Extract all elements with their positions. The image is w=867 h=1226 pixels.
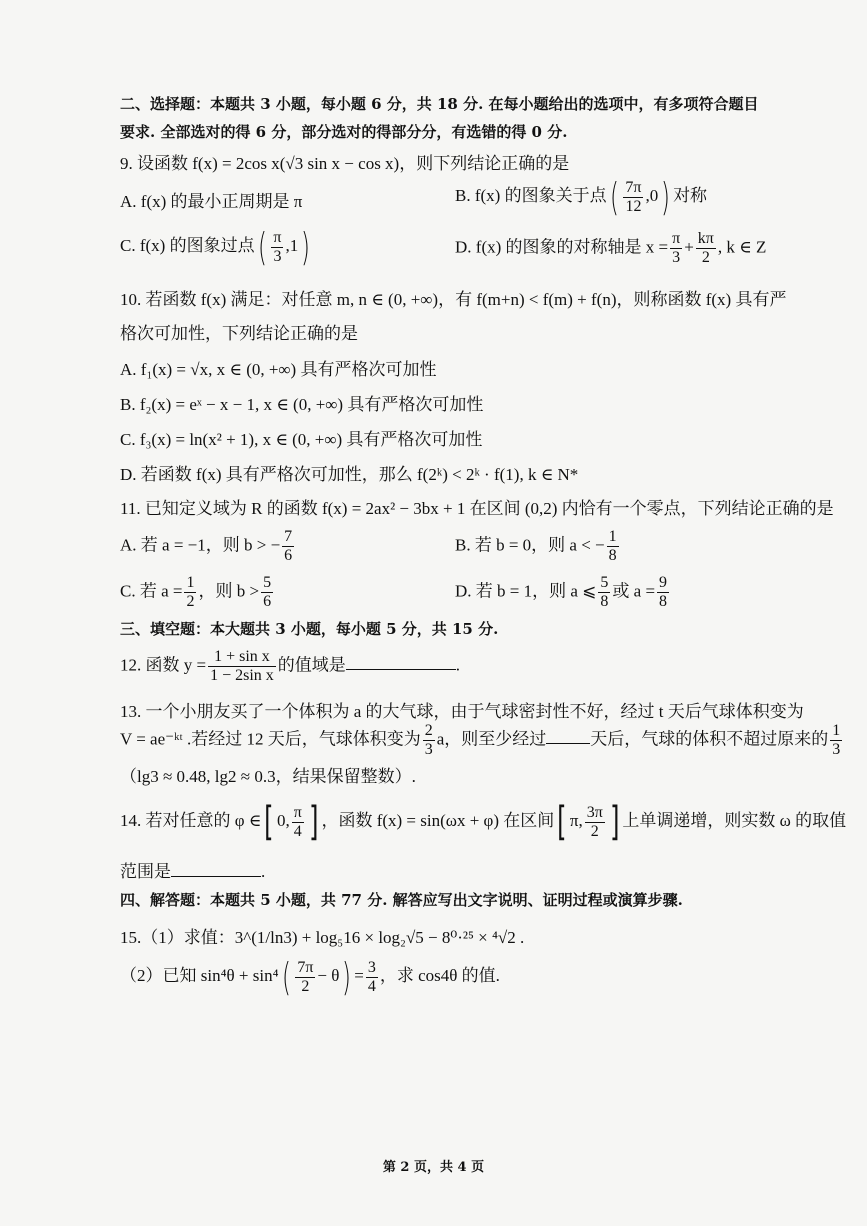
section3-heading: 三、填空题：本大题共 3 小题，每小题 5 分，共 15 分.	[120, 620, 499, 638]
q15-part2: （2）已知 sin⁴θ + sin⁴( $\frac{7\pi}{2}$ − θ) = $\frac{3}{4}$ ，求 cos4θ 的值.	[120, 955, 500, 999]
q9-b-fraction: $\frac{7\pi}{12}$	[625, 178, 642, 215]
q15-part1: 15.（1）求值：3^(1/ln3) + log₅16 × log₂√5 − 8⁰·²⁵ × ⁴√2 .	[120, 928, 525, 947]
q9-c-fraction: $\frac{\pi}{3}$	[273, 228, 282, 265]
section4-heading: 四、解答题：本题共 5 小题，共 77 分. 解答应写出文字说明、证明过程或演算步骤.	[120, 891, 683, 909]
q12-answer-blank	[346, 655, 456, 670]
q11-option-a: A. 若 a = −1，则 b > − $\frac{7}{6}$	[120, 528, 293, 564]
q13-answer-blank	[546, 729, 590, 744]
q11-option-c: C. 若 a = $\frac{1}{2}$ ，则 b > $\frac{5}{6}$	[120, 574, 272, 610]
q13-line1: 13. 一个小朋友买了一个体积为 a 的大气球，由于气球密封性不好，经过 t 天后气球体积变为	[120, 702, 804, 721]
q10-stem-cont: 格次可加性，下列结论正确的是	[120, 324, 358, 343]
q9-option-b: B. f(x) 的图象关于点( $\frac{7\pi}{12}$ ,0) 对称	[455, 175, 708, 219]
section2-heading-cont: 要求. 全部选对的得 6 分，部分选对的得部分分，有选错的得 0 分.	[120, 123, 568, 141]
q11-option-d: D. 若 b = 1，则 a ⩽ $\frac{5}{8}$ 或 a = $\frac{9}{8}$	[455, 574, 668, 610]
q14-answer-blank	[171, 862, 261, 877]
q11-stem: 11. 已知定义域为 R 的函数 f(x) = 2ax² − 3bx + 1 在区间 (0,2) 内恰有一个零点，下列结论正确的是	[120, 499, 834, 518]
q14: 14. 若对任意的 φ ∈[ 0, $\frac{\pi}{4}$ ] ，函数 f(x) = sin(ωx + φ) 在区间[ π, $\frac{3\pi}{2}$ ] 上单调递增，则实数 ω 的取值	[120, 799, 847, 845]
section2-heading: 二、选择题：本题共 3 小题，每小题 6 分，共 18 分. 在每小题给出的选项中，有多项符合题目	[120, 95, 759, 113]
q9-b-text: B. f(x) 的图象关于点	[455, 185, 607, 205]
q12: 12. 函数 y = $\frac{\text{1 + sin x}}{\text{1 − 2sin x}}$ 的值域是 .	[120, 648, 461, 684]
q14-line2: 范围是 .	[120, 862, 266, 881]
q13-line2: V = ae⁻ᵏᵗ .若经过 12 天后，气球体积变为 $\frac{2}{3}$ a，则至少经过 天后，气球的体积不超过原来的 $\frac{1}{3}$	[120, 722, 841, 758]
q13-line3: （lg3 ≈ 0.48, lg2 ≈ 0.3，结果保留整数）.	[120, 767, 416, 786]
q15-part1-expression: 3^(1/ln3) + log₅16 × log₂√5 − 8⁰·²⁵ × ⁴√2 .	[234, 928, 525, 947]
q10-option-a: A. f₁(x) = √x, x ∈ (0, +∞) 具有严格次可加性	[120, 360, 437, 379]
q9-option-c: C. f(x) 的图象过点( $\frac{\pi}{3}$ ,1)	[120, 225, 311, 269]
q10-option-c: C. f₃(x) = ln(x² + 1), x ∈ (0, +∞) 具有严格次可加性	[120, 430, 483, 449]
q12-fraction: $\frac{\text{1 + sin x}}{\text{1 − 2sin x}}$	[210, 648, 274, 684]
q10-stem: 10. 若函数 f(x) 满足：对任意 m, n ∈ (0, +∞)，有 f(m+n) < f(m) + f(n)，则称函数 f(x) 具有严	[120, 290, 787, 309]
q11-option-b: B. 若 b = 0，则 a < − $\frac{1}{8}$	[455, 528, 617, 564]
q9-option-d: D. f(x) 的图象的对称轴是 x = $\frac{\pi}{3}$ + $\frac{k\pi}{2}$ , k ∈ Z	[455, 230, 767, 266]
q9-stem: 9. 设函数 f(x) = 2cos x(√3 sin x − cos x)，则下列结论正确的是	[120, 154, 570, 173]
q10-option-b: B. f₂(x) = eˣ − x − 1, x ∈ (0, +∞) 具有严格次可加性	[120, 395, 484, 414]
page-footer: 第 2 页，共 4 页	[382, 1160, 485, 1175]
q9-option-a: A. f(x) 的最小正周期是 π	[120, 192, 303, 211]
q10-option-d: D. 若函数 f(x) 具有严格次可加性，那么 f(2ᵏ) < 2ᵏ · f(1), k ∈ N*	[120, 465, 579, 484]
